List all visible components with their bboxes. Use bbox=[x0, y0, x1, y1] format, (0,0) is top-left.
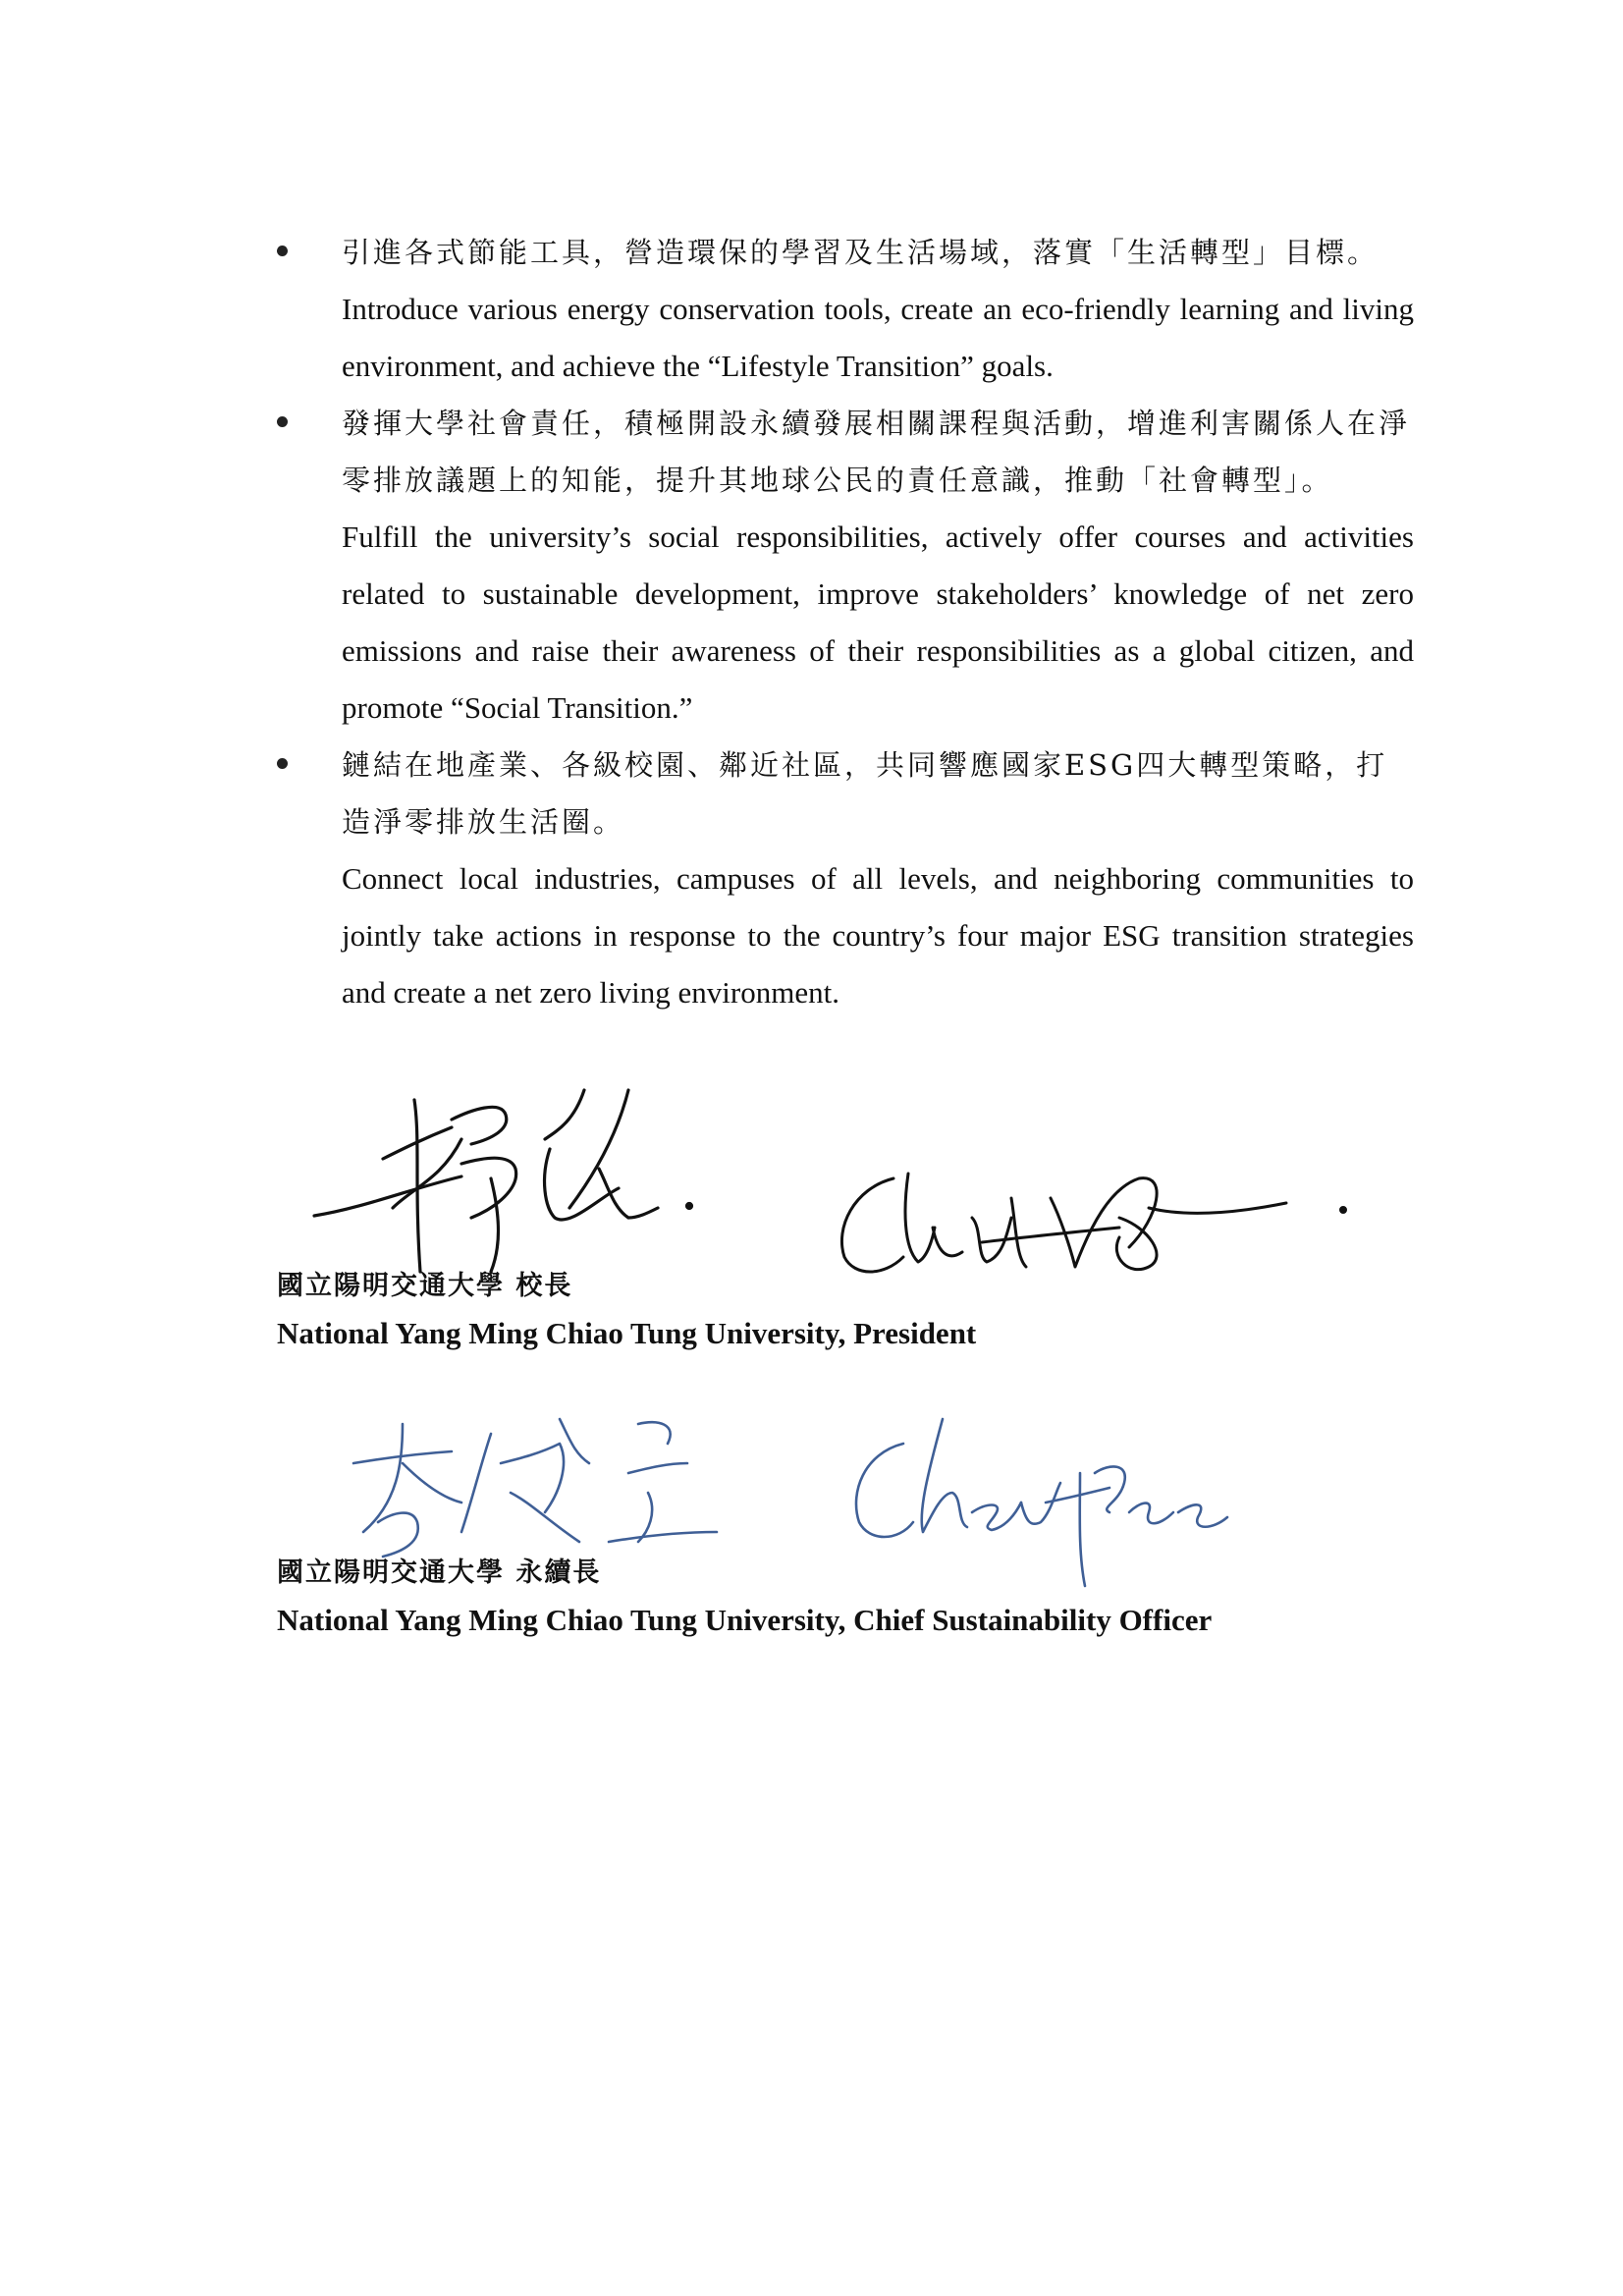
bullet-text-zh: 鏈結在地產業、各級校園、鄰近社區，共同響應國家ESG四大轉型策略，打造淨零排放生活圈。 bbox=[342, 748, 1388, 839]
bullet-icon bbox=[277, 246, 288, 256]
bullet-icon bbox=[277, 416, 288, 427]
president-signature-block bbox=[277, 1267, 976, 1361]
president-title-zh: 國立陽明交通大學 校長 bbox=[277, 1271, 573, 1301]
commitment-list bbox=[275, 224, 1414, 1021]
list-item bbox=[275, 737, 1414, 1021]
list-item bbox=[275, 395, 1414, 737]
bullet-icon bbox=[277, 758, 288, 769]
bullet-text-en: Connect local industries, campuses of all levels, and neighboring communities to jointly take actions in response to the country’s four major ESG transition strategies and create a net zero living environment. bbox=[342, 861, 1414, 1010]
cso-signature-zh bbox=[344, 1404, 736, 1571]
cso-title-en: National Yang Ming Chiao Tung University, Chief Sustainability Officer bbox=[277, 1603, 1213, 1637]
president-title-en: National Yang Ming Chiao Tung University, President bbox=[277, 1316, 977, 1350]
cso-title-zh: 國立陽明交通大學 永續長 bbox=[277, 1558, 602, 1588]
bullet-text-en: Fulfill the university’s social responsibilities, actively offer courses and activities related to sustainable development, improve stakeholders’ knowledge of net zero emissions and raise their awareness of their responsibilities as a global citizen, and promote “Social Transition.” bbox=[342, 519, 1414, 725]
bullet-text-en: Introduce various energy conservation tools, create an eco-friendly learning and living environment, and achieve the “Lifestyle Transition” goals. bbox=[342, 292, 1414, 383]
president-signature-zh bbox=[304, 1070, 776, 1277]
cso-signature-block bbox=[277, 1554, 1212, 1648]
bullet-text-zh: 發揮大學社會責任，積極開設永續發展相關課程與活動，增進利害關係人在淨零排放議題上的知能，提升其地球公民的責任意識，推動「社會轉型」。 bbox=[342, 407, 1411, 497]
bullet-text-zh: 引進各式節能工具，營造環保的學習及生活場域，落實「生活轉型」目標。 bbox=[342, 236, 1380, 269]
list-item bbox=[275, 224, 1414, 395]
